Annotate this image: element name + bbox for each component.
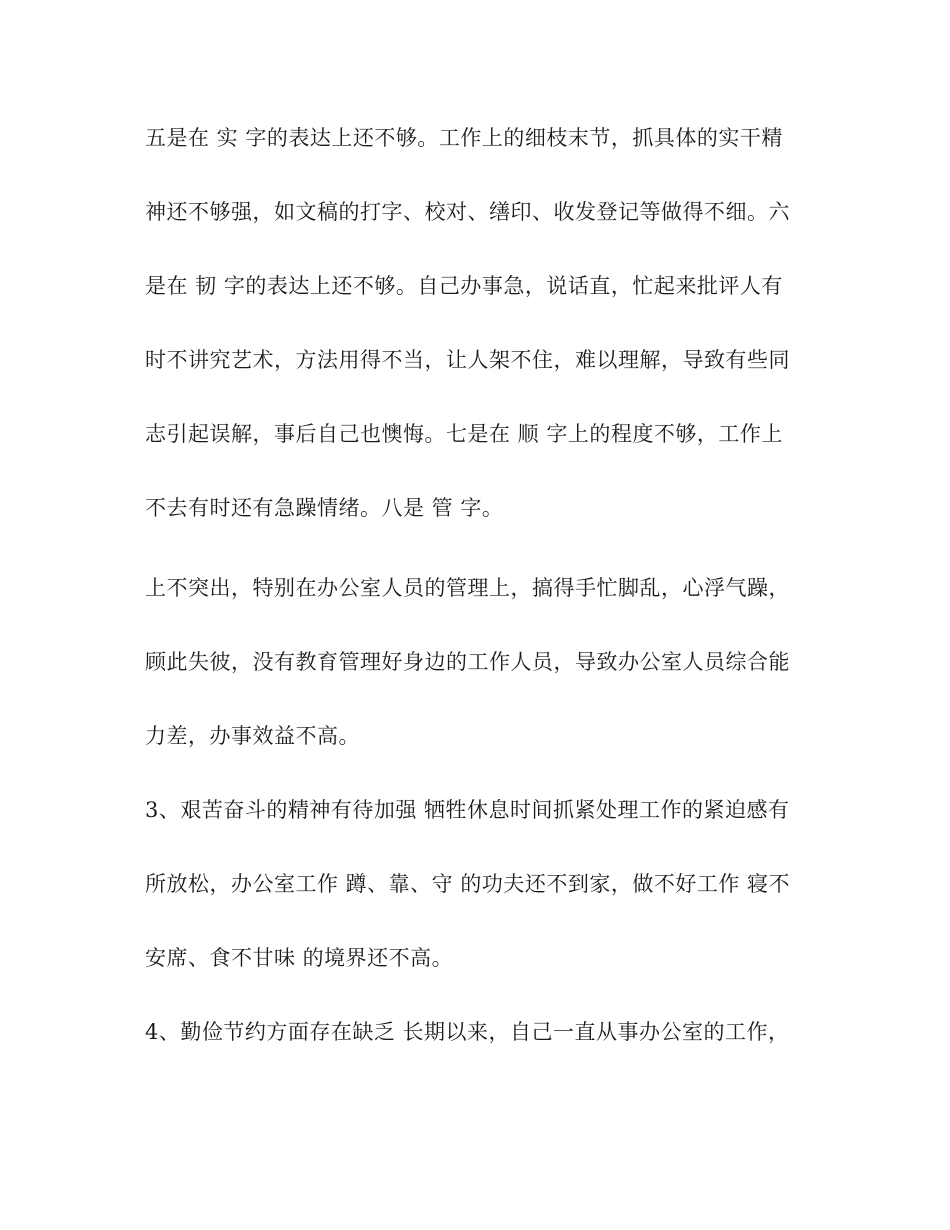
text-line: 上不突出，特别在办公室人员的管理上，搞得手忙脚乱，心浮气躁，	[145, 576, 790, 600]
text-line: 是在 韧 字的表达上还不够。自己办事急，说话直，忙起来批评人有	[145, 274, 783, 298]
text-line: 3、艰苦奋斗的精神有待加强 牺牲休息时间抓紧处理工作的紧迫感有	[145, 798, 790, 822]
text-line: 4、勤俭节约方面存在缺乏 长期以来，自己一直从事办公室的工作，	[145, 1020, 790, 1044]
text-line: 所放松，办公室工作 蹲、靠、守 的功夫还不到家，做不好工作 寝不	[145, 872, 791, 896]
text-line: 五是在 实 字的表达上还不够。工作上的细枝末节，抓具体的实干精	[145, 126, 783, 150]
text-line: 不去有时还有急躁情绪。八是 管 字。	[145, 496, 504, 520]
text-line: 志引起误解，事后自己也懊悔。七是在 顺 字上的程度不够，工作上	[145, 422, 783, 446]
text-line: 力差，办事效益不高。	[145, 724, 360, 748]
text-line: 时不讲究艺术，方法用得不当，让人架不住，难以理解，导致有些同	[145, 348, 790, 372]
text-line: 安席、食不甘味 的境界还不高。	[145, 946, 454, 970]
text-line: 顾此失彼，没有教育管理好身边的工作人员，导致办公室人员综合能	[145, 650, 790, 674]
text-line: 神还不够强，如文稿的打字、校对、缮印、收发登记等做得不细。六	[145, 200, 790, 224]
